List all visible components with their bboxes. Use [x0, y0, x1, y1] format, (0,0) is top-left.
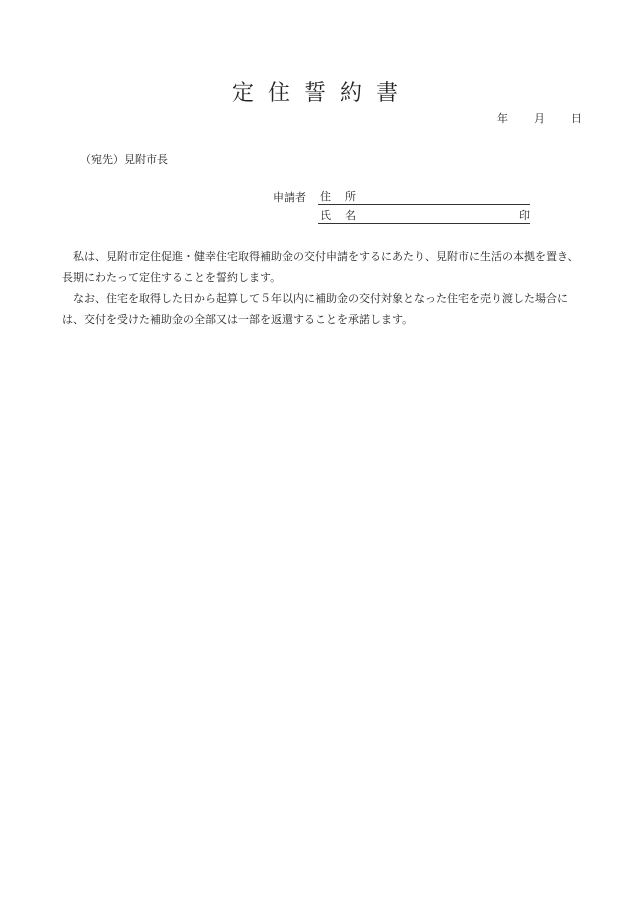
- applicant-label: 申請者: [273, 191, 306, 204]
- address-field[interactable]: [318, 188, 530, 205]
- pledge-body: [62, 246, 586, 330]
- document-title: 定住誓約書: [231, 81, 412, 106]
- name-label: 氏名: [320, 209, 370, 222]
- month-label: 月: [534, 112, 545, 125]
- pledge-paragraph-2: なお、住宅を取得した日から起算して５年以内に補助金の交付対象となった住宅を売り渡した場合には、交付を受けた補助金の全部又は一部を返還することを承諾します。: [62, 292, 568, 326]
- addressee: （宛先）見附市長: [80, 153, 168, 166]
- year-label: 年: [497, 112, 508, 125]
- seal-mark: 印: [519, 209, 530, 222]
- date-line: [497, 110, 582, 126]
- pledge-paragraph-1: 私は、見附市定住促進・健幸住宅取得補助金の交付申請をするにあたり、見附市に生活の本拠を置き、長期にわたって定住することを誓約します。: [62, 250, 579, 284]
- address-label: 住所: [320, 190, 370, 203]
- name-field[interactable]: [318, 207, 530, 224]
- day-label: 日: [571, 112, 582, 125]
